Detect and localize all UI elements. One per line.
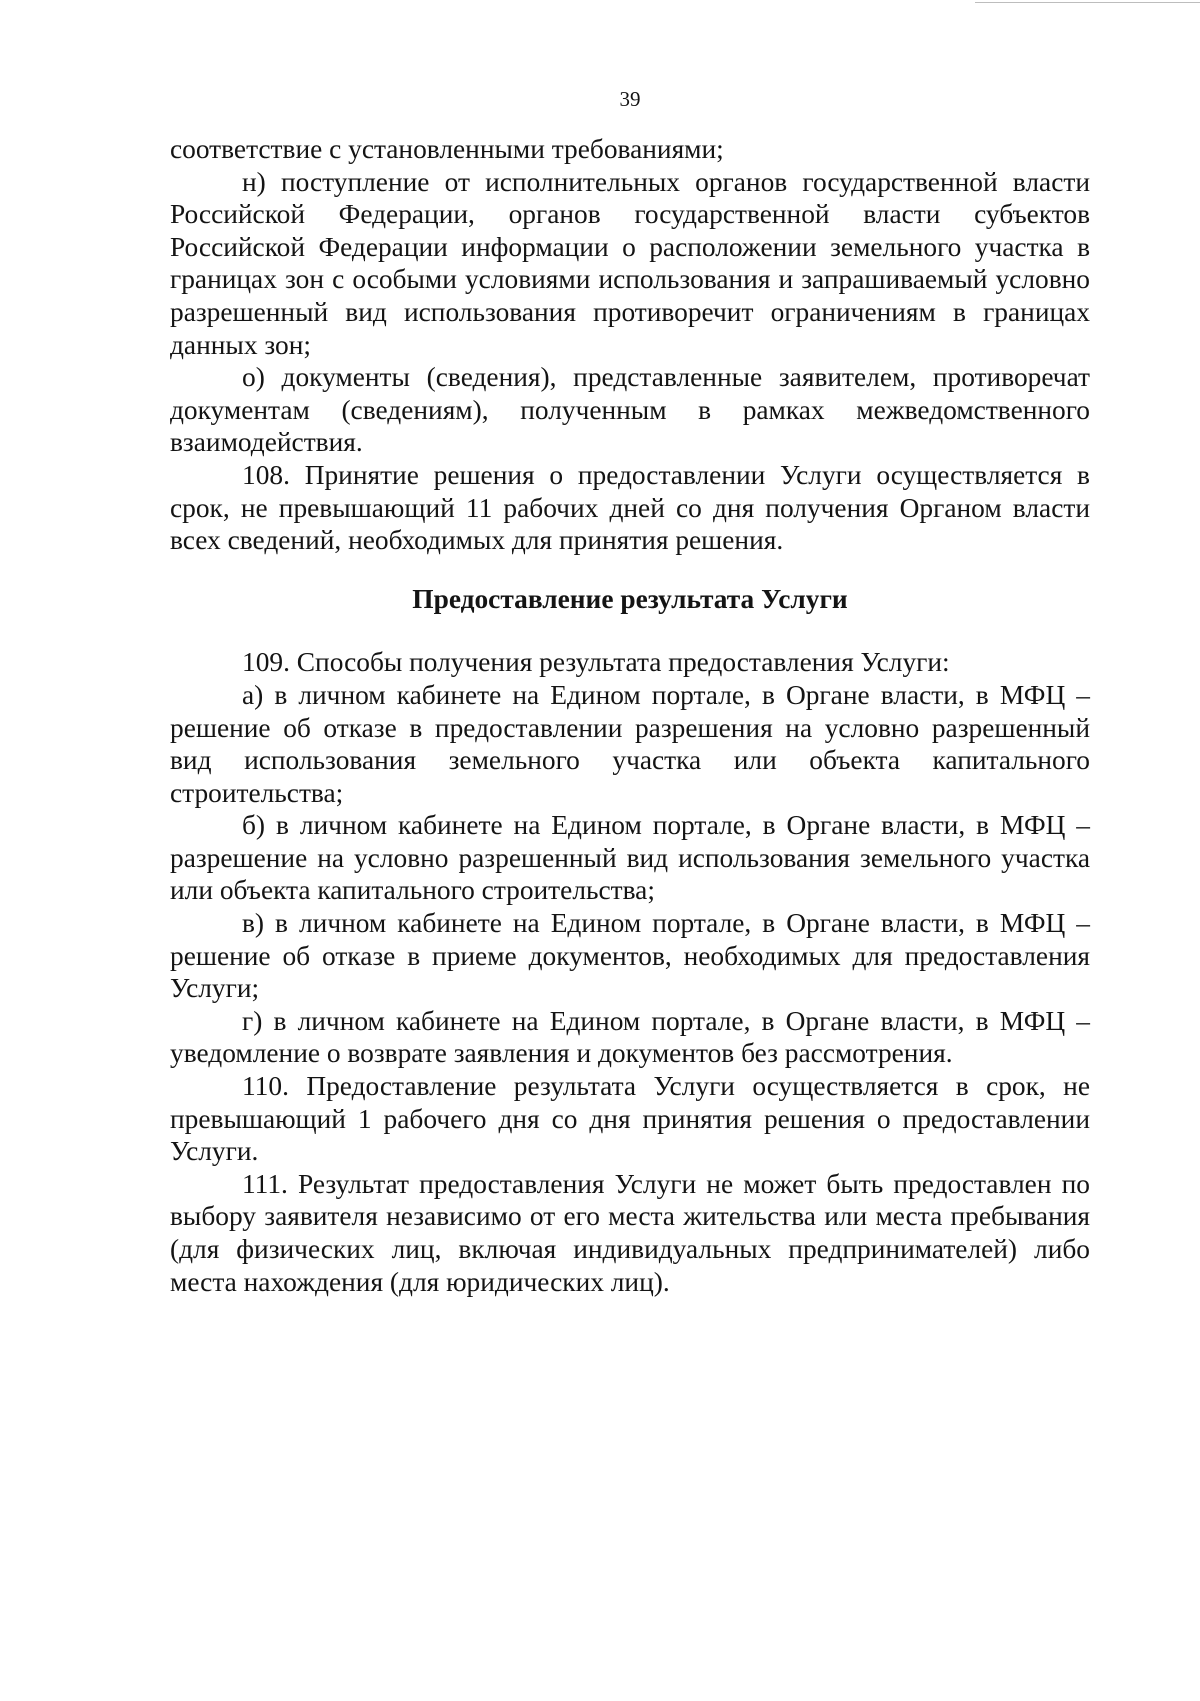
paragraph-item-g: г) в личном кабинете на Едином портале, в Органе власти, в МФЦ – уведомление о возврате заявления и документов без рассмотрения. <box>170 1005 1090 1069</box>
paragraph-111: 111. Результат предоставления Услуги не может быть предоставлен по выбору заявителя независимо от его места жительства или места пребывания (для физических лиц, включая индивидуальных предпринимателей) либо места нахождения (для юридических лиц). <box>170 1168 1090 1297</box>
paragraph-108: 108. Принятие решения о предоставлении Услуги осуществляется в срок, не превышающий 11 рабочих дней со дня получения Органом власти всех сведений, необходимых для принятия решения. <box>170 459 1090 556</box>
paragraph-item-o: о) документы (сведения), представленные заявителем, противоречат документам (сведениям), полученным в рамках межведомственного взаимодействия. <box>170 362 1090 458</box>
paragraph-item-v: в) в личном кабинете на Едином портале, в Органе власти, в МФЦ – решение об отказе в приеме документов, необходимых для предоставления Услуги; <box>170 908 1090 1004</box>
document-body <box>170 133 1090 1298</box>
paragraph-item-a: а) в личном кабинете на Едином портале, в Органе власти, в МФЦ – решение об отказе в предоставлении разрешения на условно разрешенный вид использования земельного участка или объекта капитального строительства; <box>170 679 1090 808</box>
paragraph-110: 110. Предоставление результата Услуги осуществляется в срок, не превышающий 1 рабочего дня со дня принятия решения о предоставлении Услуги. <box>170 1071 1090 1167</box>
page-number: 39 <box>619 87 641 111</box>
section-heading: Предоставление результата Услуги <box>412 583 848 614</box>
scan-edge-line <box>975 2 1200 3</box>
paragraph-109: 109. Способы получения результата предоставления Услуги: <box>242 647 950 678</box>
paragraph-item-b: б) в личном кабинете на Едином портале, в Органе власти, в МФЦ – разрешение на условно разрешенный вид использования земельного участка или объекта капитального строительства; <box>170 810 1090 906</box>
paragraph-continuation: соответствие с установленными требованиями; <box>170 134 724 164</box>
paragraph-item-n: н) поступление от исполнительных органов государственной власти Российской Федерации, органов государственной власти субъектов Российской Федерации информации о расположении земельного участка в границах зон с особыми условиями использования и запрашиваемый условно разрешенный вид использования противоречит ограничениям в границах данных зон; <box>170 166 1090 360</box>
